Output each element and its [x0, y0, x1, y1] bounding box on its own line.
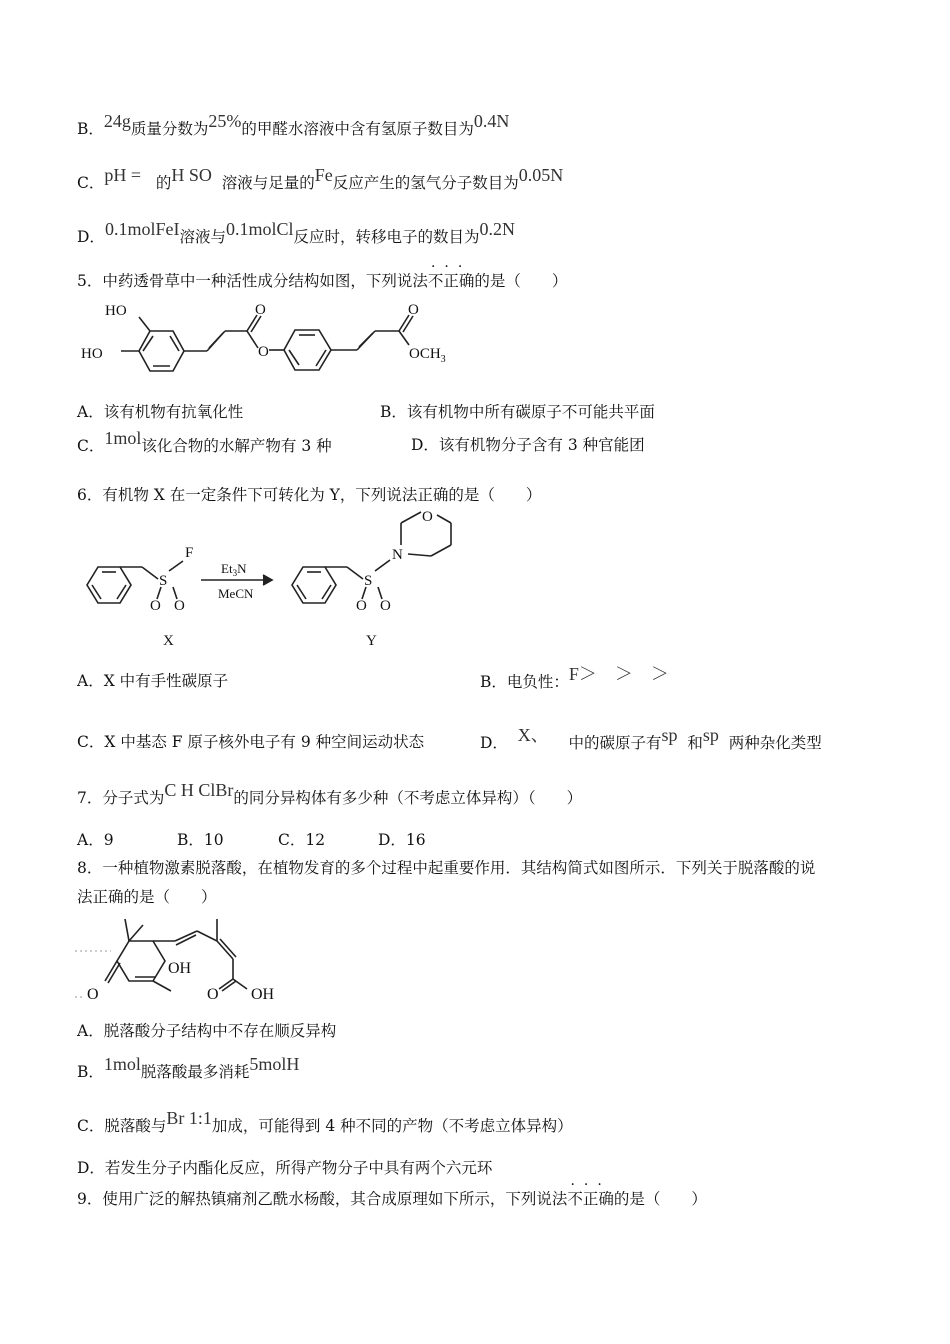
stem-text: 9．使用广泛的解热镇痛剂乙酰水杨酸，其合成原理如下所示，下列说法 [77, 1190, 568, 1208]
option-text: 两种杂化类型 [728, 734, 822, 752]
formula: 0.1molFeI [104, 219, 180, 239]
q6-option-c[interactable]: C．X 中基态 F 原子核外电子有 9 种空间运动状态 [77, 733, 425, 751]
q8-stem-line1: 8．一种植物激素脱落酸，在植物发育的多个过程中起重要作用．其结构简式如图所示．下列关于脱落酸的说 [77, 859, 816, 877]
label-s: S [364, 573, 373, 589]
option-text: B．电负性： [480, 673, 569, 691]
formula: 25% [208, 111, 242, 131]
label-reagent-mecn: MeCN [218, 586, 254, 601]
option-letter: D． [480, 734, 508, 752]
q4-option-d[interactable] [77, 219, 515, 248]
label-f: F [185, 545, 194, 561]
q7-option-b[interactable]: B．10 [177, 831, 224, 849]
label-n: N [392, 547, 403, 563]
formula: 24g [103, 111, 131, 131]
formula: H SO [171, 165, 212, 185]
emph-word: 不正确 [567, 1190, 614, 1208]
label-o: O [422, 509, 433, 525]
q8-option-a[interactable]: A．脱落酸分子结构中不存在顺反异构 [77, 1022, 337, 1040]
label-och3: $OCH_3$ [409, 346, 446, 365]
emphasized-text [567, 1177, 614, 1208]
option-text: 脱落酸最多消耗 [140, 1063, 250, 1081]
formula: 0.4N [473, 111, 510, 131]
q9-stem [77, 1177, 707, 1210]
stem-text: 的同分异构体有多少种（不考虑立体异构）（ ） [233, 789, 583, 807]
label-o: O [207, 986, 219, 1003]
formula: C H ClBr [164, 780, 234, 800]
stem-text: 7．分子式为 [77, 789, 165, 807]
formula: sp [661, 725, 678, 745]
option-text: 和 [687, 734, 703, 752]
stem-text: 的是（ ） [474, 272, 568, 290]
option-text: C．脱落酸与 [77, 1117, 167, 1135]
option-letter: C． [77, 437, 105, 455]
q7-option-a[interactable]: A．9 [77, 831, 114, 849]
q6-reaction [75, 505, 475, 655]
label-y: Y [366, 633, 377, 649]
option-text: 的甲醛水溶液中含有氢原子数目为 [241, 120, 474, 138]
formula: 1mol [104, 428, 142, 448]
option-text: 该化合物的水解产物有 3 种 [141, 437, 332, 455]
label-o: O [408, 302, 419, 318]
label-o: O [380, 598, 391, 614]
option-text: 加成，可能得到 4 种不同的产物（不考虑立体异构） [211, 1117, 573, 1135]
q8-option-c[interactable] [77, 1108, 573, 1137]
option-letter: C． [77, 174, 105, 192]
q7-option-d[interactable]: D．16 [378, 831, 426, 849]
option-text: 的 [155, 174, 172, 192]
q6-option-a[interactable]: A．X 中有手性碳原子 [77, 672, 229, 690]
formula: X、 [517, 725, 549, 745]
q6-stem: 6．有机物 X 在一定条件下可转化为 Y，下列说法正确的是（ ） [77, 486, 542, 504]
label-o: O [255, 302, 266, 318]
q7-option-c[interactable]: C．12 [278, 831, 326, 849]
q5-stem [77, 259, 568, 292]
emphasis-dots: ··· [570, 1177, 611, 1193]
label-reagent-et3n: $Et_3N$ [221, 561, 247, 578]
emph-word: 不正确 [427, 272, 475, 290]
formula: F＞ ＞ ＞ [568, 664, 669, 684]
formula: 0.2N [479, 219, 515, 239]
label-x: X [163, 633, 174, 649]
label-o: O [150, 598, 161, 614]
formula: pH = [104, 165, 142, 185]
formula: 0.05N [518, 165, 564, 185]
label-s: S [159, 573, 168, 589]
formula: Br 1:1 [166, 1108, 212, 1128]
q6-option-b[interactable] [480, 664, 669, 693]
q5-option-b[interactable]: B．该有机物中所有碳原子不可能共平面 [380, 403, 655, 421]
q5-structure [75, 298, 475, 386]
q7-stem [77, 780, 583, 809]
q5-option-c[interactable] [77, 428, 332, 457]
formula: Fe [314, 165, 333, 185]
q8-stem-line2: 法正确的是（ ） [77, 888, 217, 906]
formula: sp [702, 725, 719, 745]
option-text: 质量分数为 [130, 120, 209, 138]
label-ho: HO [81, 346, 103, 362]
q4-option-c[interactable] [77, 165, 564, 194]
emphasized-text [427, 259, 475, 290]
label-o: O [174, 598, 185, 614]
option-text: 反应产生的氢气分子数目为 [332, 174, 519, 192]
stem-text: 的是（ ） [613, 1190, 707, 1208]
q8-option-d[interactable]: D．若发生分子内酯化反应，所得产物分子中具有两个六元环 [77, 1159, 493, 1177]
q5-option-a[interactable]: A．该有机物有抗氧化性 [77, 403, 244, 421]
option-text: 中的碳原子有 [568, 734, 662, 752]
q5-option-d[interactable]: D．该有机物分子含有 3 种官能团 [411, 436, 645, 454]
option-letter: B． [77, 1063, 104, 1081]
q6-option-d[interactable] [480, 725, 822, 754]
option-text: 溶液与足量的 [221, 174, 315, 192]
label-ho: HO [105, 303, 127, 319]
label-o: O [356, 598, 367, 614]
formula: 1mol [103, 1054, 141, 1074]
label-o: O [87, 986, 99, 1003]
formula: 5molH [249, 1054, 300, 1074]
emphasis-dots: ··· [430, 259, 472, 275]
label-oh: OH [251, 986, 275, 1003]
formula: 0.1molCl [225, 219, 294, 239]
q8-option-b[interactable] [77, 1054, 300, 1083]
option-text: 溶液与 [179, 228, 226, 246]
q8-structure [75, 913, 315, 1009]
option-letter: D． [77, 228, 105, 246]
label-oh: OH [168, 960, 192, 977]
option-letter: B． [77, 120, 104, 138]
stem-text: 5．中药透骨草中一种活性成分结构如图，下列说法 [77, 272, 428, 290]
option-text: 反应时，转移电子的数目为 [293, 228, 480, 246]
q4-option-b[interactable] [77, 111, 510, 140]
label-o: O [258, 344, 269, 360]
